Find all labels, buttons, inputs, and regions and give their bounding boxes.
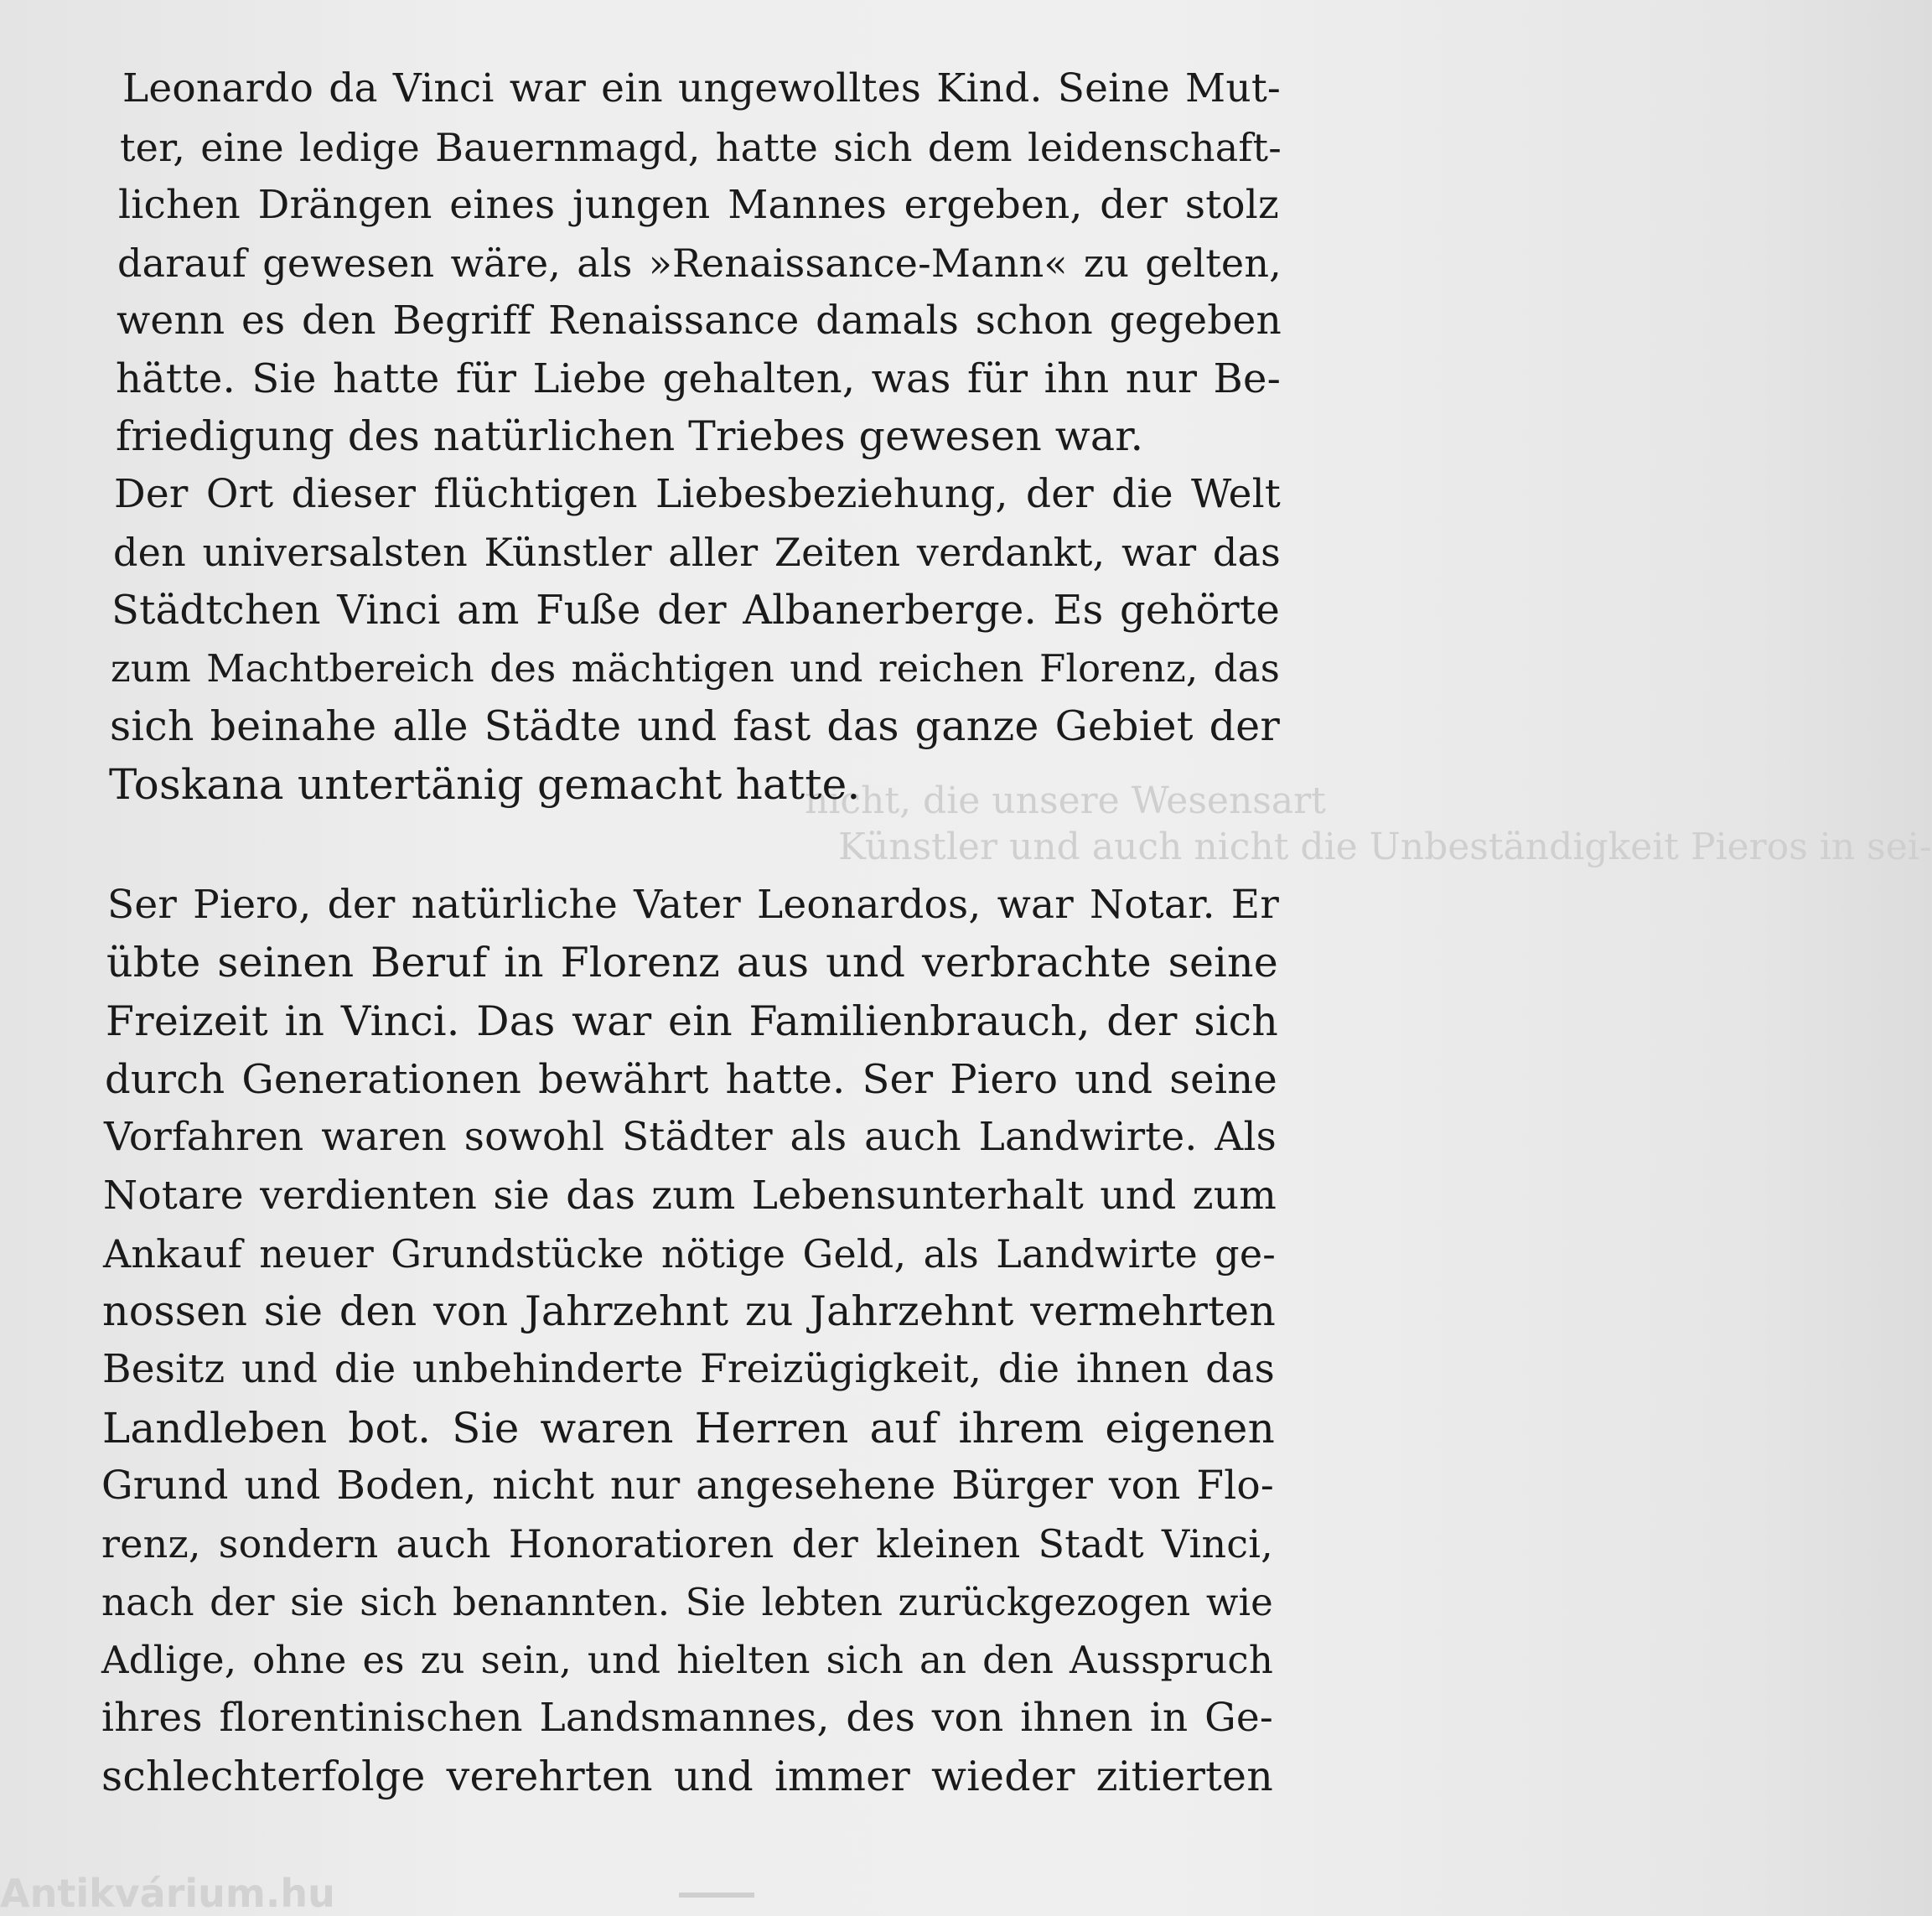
text-line: hätte. Sie hatte für Liebe gehalten, was für ihn nur Be- <box>116 355 1281 402</box>
text-line: friedigung des natürlichen Triebes gewesen war. <box>116 412 1144 460</box>
text-line: zum Machtbereich des mächtigen und reichen Florenz, das <box>111 646 1280 691</box>
text-line: Leonardo da Vinci war ein ungewolltes Kind. Seine Mut- <box>122 65 1281 111</box>
text-line: ter, eine ledige Bauernmagd, hatte sich dem leidenschaft- <box>120 125 1282 170</box>
text-line: renz, sondern auch Honoratioren der kleinen Stadt Vinci, <box>101 1521 1273 1566</box>
page-edge-mark <box>679 1893 754 1898</box>
text-line: übte seinen Beruf in Florenz aus und verbrachte seine <box>106 939 1278 986</box>
text-line: Grund und Boden, nicht nur angesehene Bürger von Flo- <box>101 1463 1274 1509</box>
text-line: ihres florentinischen Landsmannes, des von ihnen in Ge- <box>101 1695 1273 1741</box>
text-line: wenn es den Begriff Renaissance damals schon gegeben <box>117 298 1282 344</box>
text-line: Toskana untertänig gemacht hatte. <box>109 760 861 809</box>
text-line: Landleben bot. Sie waren Herren auf ihrem eigenen <box>102 1404 1275 1453</box>
text-line: Besitz und die unbehinderte Freizügigkeit, die ihnen das <box>102 1346 1275 1392</box>
text-line: den universalsten Künstler aller Zeiten verdankt, war das <box>113 530 1281 575</box>
text-line: durch Generationen bewährt hatte. Ser Piero und seine <box>105 1056 1277 1103</box>
text-line: Vorfahren waren sowohl Städter als auch Landwirte. Als <box>104 1114 1277 1160</box>
bleed-through-text: nicht, die unsere Wesensart <box>805 779 1326 822</box>
text-line: Notare verdienten sie das zum Lebensunterhalt und zum <box>103 1173 1277 1219</box>
text-line: Freizeit in Vinci. Das war ein Familienbrauch, der sich <box>106 997 1278 1045</box>
text-line: nach der sie sich benannten. Sie lebten zurückgezogen wie <box>101 1580 1273 1624</box>
text-line: schlechterfolge verehrten und immer wieder zitierten <box>101 1753 1273 1800</box>
text-line: Der Ort dieser flüchtigen Liebesbeziehung, der die Welt <box>114 471 1281 517</box>
text-line: Ser Piero, der natürliche Vater Leonardos, war Notar. Er <box>107 882 1279 928</box>
text-line: darauf gewesen wäre, als »Renaissance-Mann« zu gelten, <box>117 241 1282 286</box>
watermark: Antikvárium.hu <box>0 1871 335 1916</box>
text-line: Städtchen Vinci am Fuße der Albanerberge. Es gehörte <box>111 587 1280 634</box>
text-line: Adlige, ohne es zu sein, und hielten sich an den Ausspruch <box>101 1638 1273 1682</box>
text-line: lichen Drängen eines jungen Mannes ergeben, der stolz <box>118 182 1279 228</box>
text-line: sich beinahe alle Städte und fast das ganze Gebiet der <box>110 702 1280 750</box>
bleed-through-text: Künstler und auch nicht die Unbeständigkeit Pieros in sei- <box>838 826 1932 868</box>
text-line: Ankauf neuer Grundstücke nötige Geld, als Landwirte ge- <box>103 1231 1276 1276</box>
text-line: nossen sie den von Jahrzehnt zu Jahrzehnt vermehrten <box>102 1287 1276 1335</box>
